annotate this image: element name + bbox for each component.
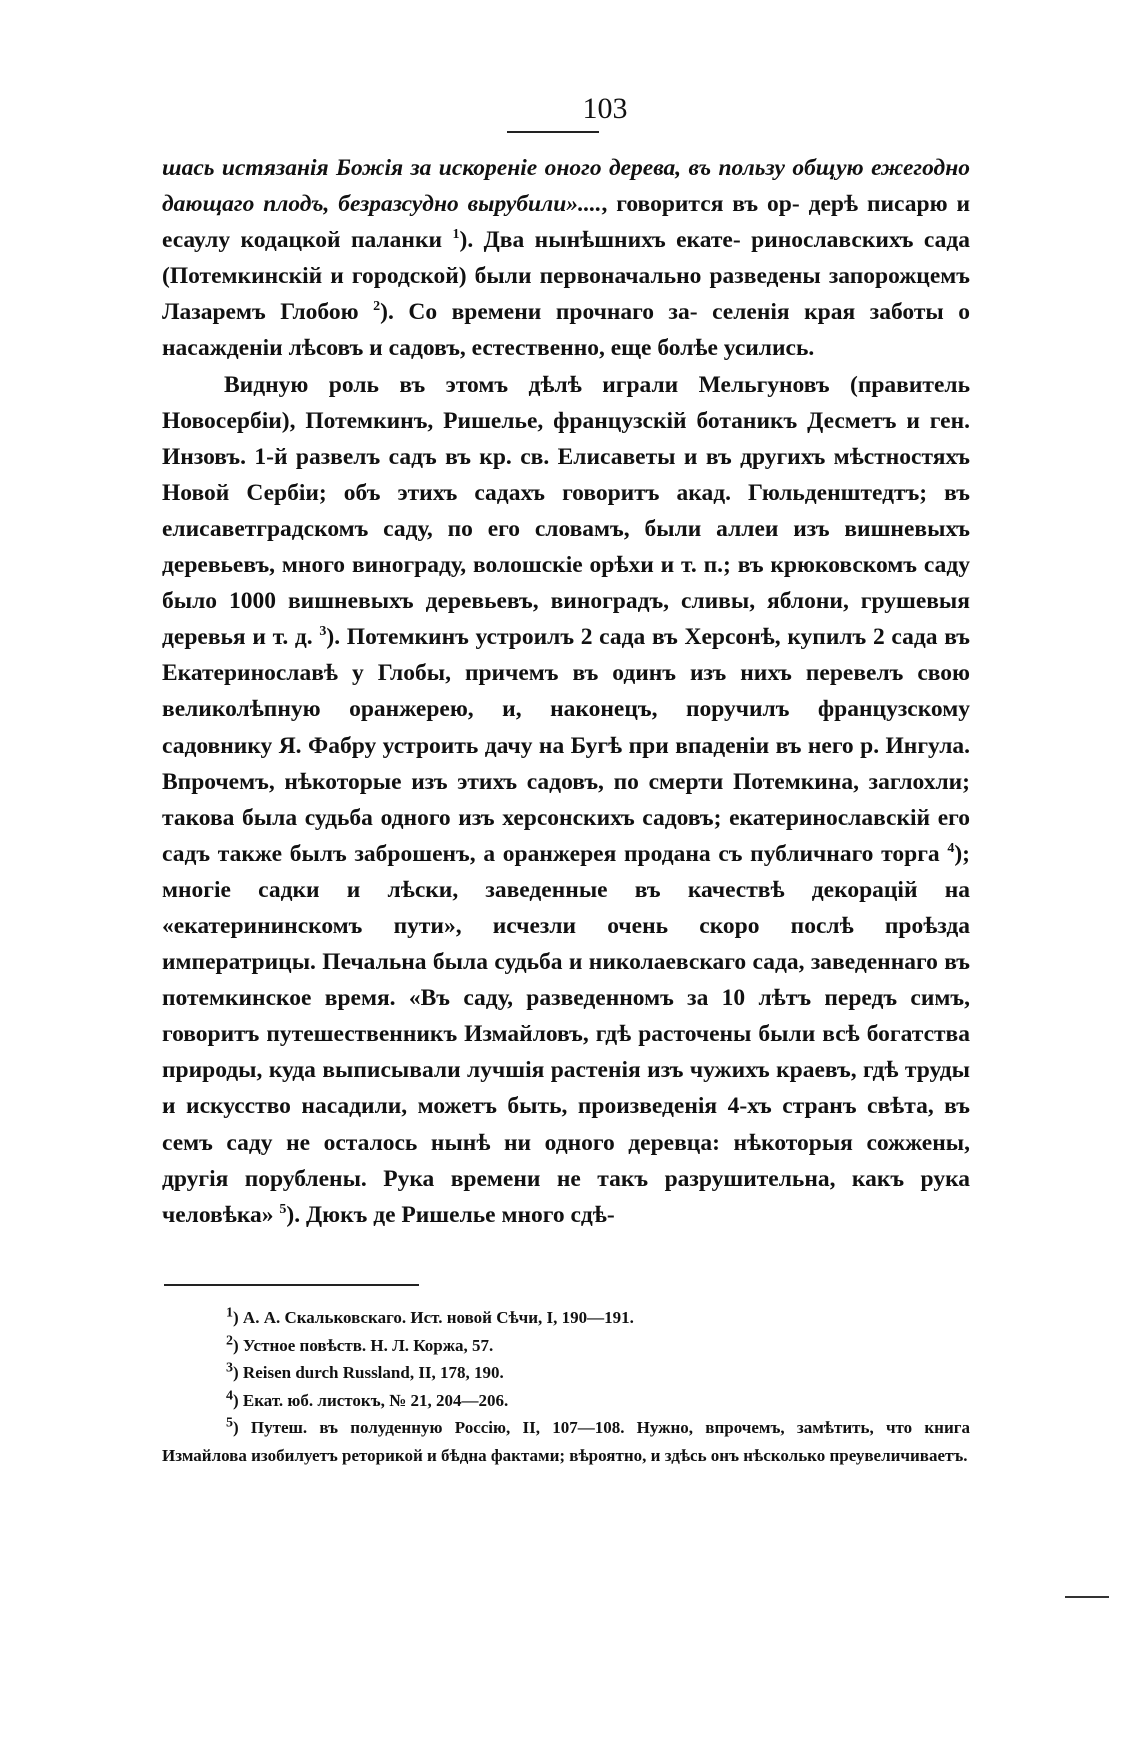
footnote-item (162, 1387, 970, 1415)
footnotes (162, 1304, 970, 1469)
footnote-mark: 2 (226, 1332, 233, 1348)
footnote-ref-2[interactable]: 2 (373, 299, 381, 315)
footnote-item (162, 1304, 970, 1332)
text-segment: болѣе усились. (657, 335, 815, 362)
text-segment: селенія края заботы о насажденіи лѣсовъ и садовъ, естественно, еще (162, 299, 970, 362)
text-segment: ; многіе садки и лѣски, заведенные въ качествѣ декорацій на «екатерининскомъ пути», исчезли очень скоро послѣ проѣзда императрицы. Печальна была судьба и николаевскаго сада, заведеннаго въ потемкинское время. «Въ саду, разведенномъ за 10 лѣтъ передъ симъ, говоритъ путешественникъ Измайловъ, гдѣ расточены были всѣ богатства природы, куда выписывали лучшія растенія изъ чужихъ краевъ, гдѣ труды и искусство насадили, можетъ быть, произведенія 4-хъ странъ свѣта, въ семъ саду не осталось нынѣ ни одного деревца: нѣкоторыя сожжены, другія порублены. Рука времени не такъ разрушительна, какъ рука человѣка» (162, 840, 970, 1228)
quote-italic-2: ежегодно дающаго плодъ, безразсудно вырубили».... (162, 155, 970, 218)
footnote-item (162, 1414, 970, 1469)
text-segment: Видную роль въ этомъ дѣлѣ играли Мельгуновъ (правитель Новосербіи), Потемкинъ, Ришелье, французскій ботаникъ Десметъ и ген. Инзовъ. 1-й развелъ садъ въ кр. св. Елисаветы и въ другихъ мѣстностяхъ Новой Сербіи; объ этихъ садахъ говоритъ акад. Гюльденштедтъ; въ елисаветградскомъ саду, по его словамъ, были аллеи изъ вишневыхъ деревьевъ, много винограду, волошскіе орѣхи и т. п.; въ крюковскомъ саду было 1000 вишневыхъ деревьевъ, виноградъ, сливы, яблони, грушевыя деревья и т. д. (162, 371, 970, 651)
footnote-text: ) Путеш. въ полуденную Россію, II, 107—108. Нужно, впрочемъ, замѣтить, что книга Измайлова изобилуетъ реторикой и бѣдна фактами; вѣроятно, и здѣсь онъ нѣсколько преувеличиваетъ. (162, 1418, 970, 1465)
footnote-separator (164, 1284, 419, 1286)
footnote-ref-5[interactable]: 5 (279, 1201, 287, 1217)
text-segment: . Два нынѣшнихъ екате- (467, 227, 741, 254)
page-number: 103 (582, 92, 628, 125)
text-segment: . Со времени прочнаго за- (387, 299, 698, 326)
text-segment: . Дюкъ де Ришелье много сдѣ- (294, 1201, 615, 1228)
footnote-ref-1[interactable]: 1 (452, 227, 460, 243)
text-segment: , говорится въ ор- (601, 191, 800, 218)
page-number-underline (507, 131, 599, 133)
text-segment: разведены запорожцемъ Лазаремъ Глобою (162, 263, 970, 326)
footnote-ref-3[interactable]: 3 (319, 624, 327, 640)
paragraph-continued: шась истязанія Божія за искореніе оного дерева, въ пользу общую ежегодно дающаго плодъ, безразсудно вырубили»...., говорится въ ор- дерѣ писарю и есаулу кодацкой паланки $^1$). Два нынѣшнихъ екате- ринославскихъ сада (Потемкинскій и городской) были первоначально разведены запорожцемъ Лазаремъ Глобою $^2$). Со времени прочнаго за- селенія края заботы о насажденіи лѣсовъ и садовъ, естественно, еще болѣе усились. (162, 155, 971, 362)
footnote-item (162, 1332, 970, 1360)
footnote-mark: 3 (226, 1360, 233, 1376)
footnote-mark: 5 (226, 1415, 233, 1431)
footnote-text: ) Екат. юб. листокъ, № 21, 204—206. (233, 1390, 509, 1410)
footnote-text: ) Устное повѣств. Н. Л. Коржа, 57. (233, 1335, 494, 1355)
footnote-mark: 1 (226, 1305, 233, 1321)
text-segment: ринославскихъ сада (Потемкинскій и городской) были первоначально (162, 227, 971, 290)
footnote-item (162, 1359, 970, 1387)
paragraph-gardens: Видную роль въ этомъ дѣлѣ играли Мельгуновъ (правитель Новосербіи), Потемкинъ, Ришелье, французскій ботаникъ Десметъ и ген. Инзовъ. 1-й развелъ садъ въ кр. св. Елисаветы и въ другихъ мѣстностяхъ Новой Сербіи; объ этихъ садахъ говоритъ акад. Гюльденштедтъ; въ елисаветградскомъ саду, по его словамъ, были аллеи изъ вишневыхъ деревьевъ, много винограду, волошскіе орѣхи и т. п.; въ крюковскомъ саду было 1000 вишневыхъ деревьевъ, виноградъ, сливы, яблони, грушевыя деревья и т. д. $^3$). Потемкинъ устроилъ 2 сада въ Херсонѣ, купилъ 2 сада въ Екатеринославѣ у Глобы, причемъ въ одинъ изъ нихъ перевелъ свою великолѣпную оранжерею, и, наконецъ, поручилъ французскому садовнику Я. Фабру устроить дачу на Бугѣ при впаденіи въ него р. Ингула. Впрочемъ, нѣкоторые изъ этихъ садовъ, по смерти Потемкина, заглохли; такова была судьба одного изъ херсонскихъ садовъ; екатеринославскій его садъ также былъ заброшенъ, а оранжерея продана съ публичнаго торга $^4$); многіе садки и лѣски, заведенные въ качествѣ декорацій на «екатерининскомъ пути», исчезли очень скоро послѣ проѣзда императрицы. Печальна была судьба и николаевскаго сада, заведеннаго въ потемкинское время. «Въ саду, разведенномъ за 10 лѣтъ передъ симъ, говоритъ путешественникъ Измайловъ, гдѣ расточены были всѣ богатства природы, куда выписывали лучшія растенія изъ чужихъ краевъ, гдѣ труды и искусство насадили, можетъ быть, произведенія 4-хъ странъ свѣта, въ семъ саду не осталось нынѣ ни одного деревца: нѣкоторыя сожжены, другія порублены. Рука времени не такъ разрушительна, какъ рука человѣка» $^5$). Дюкъ де Ришелье много сдѣ- (162, 371, 971, 1228)
text-segment: . Потемкинъ устроилъ 2 сада въ Херсонѣ, купилъ 2 сада въ Екатеринославѣ у Глобы, причемъ въ одинъ изъ нихъ перевелъ свою великолѣпную оранжерею, и, наконецъ, поручилъ французскому садовнику Я. Фабру устроить дачу на Бугѣ при впаденіи въ него р. Ингула. Впрочемъ, нѣкоторые изъ этихъ садовъ, по смерти Потемкина, заглохли; такова была судьба одного изъ херсонскихъ садовъ; екатеринославскій его садъ также былъ заброшенъ, а оранжерея продана съ публичнаго торга (162, 624, 971, 867)
footnote-mark: 4 (226, 1387, 233, 1403)
quote-italic-1: шась истязанія Божія за искореніе оного дерева, въ пользу общую (162, 155, 864, 181)
text-segment: дерѣ писарю и есаулу кодацкой паланки (162, 191, 970, 254)
footnote-text: ) А. А. Скальковскаго. Ист. новой Сѣчи, I, 190—191. (233, 1308, 634, 1327)
main-text (162, 150, 970, 1233)
footnote-text: ) Reisen durch Russland, II, 178, 190. (233, 1363, 504, 1382)
footnote-ref-4[interactable]: 4 (947, 840, 955, 856)
margin-dash-mark (1065, 1596, 1109, 1598)
